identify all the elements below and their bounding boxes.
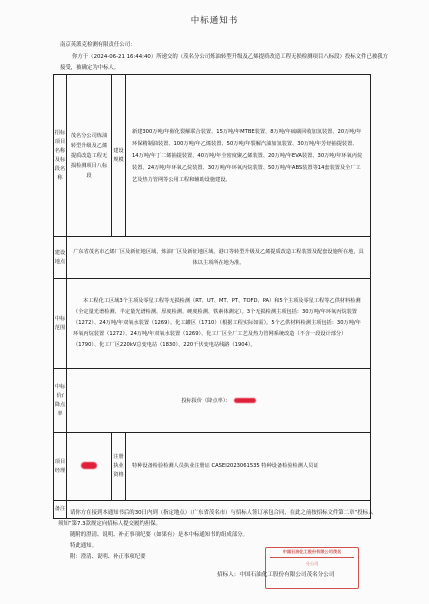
registration-text: 特种设备检验检测人员执业注册证 CASEI2023061535 特种设备检验检测人员证: [126, 433, 371, 501]
location-text: 广东省茂名市乙烯厂区及新征地区域、炼油厂区及新征地区域、港口等转型升级及乙烯提质改造工程装置及配套设施所在地，具体以主项所在地为准。: [67, 237, 371, 279]
after-paragraph-4: 附：澄清、说明、补正事项纪要: [70, 554, 146, 560]
scale-label: 建设规模: [112, 75, 126, 237]
location-row: [54, 237, 371, 279]
project-label: 招标项目名称及标段名称: [54, 75, 67, 237]
manager-name-cell: [67, 433, 112, 501]
scope-row: [54, 279, 371, 369]
note-label: 备注: [54, 501, 67, 519]
award-table: [53, 74, 371, 519]
price-text: 投标报价（降点率）：: [181, 398, 231, 404]
tenderer-signature: 招标人：中国石油化工股份有限公司茂名分公司: [217, 572, 335, 578]
project-row: [54, 75, 371, 237]
after-paragraph-3: 特此通知。: [70, 543, 97, 549]
redacted-price: [234, 398, 256, 403]
company-stamp: [265, 547, 359, 589]
project-name: 茂名分公司炼油转型升级及乙烯提质改造工程无损检测项目八标段: [67, 75, 112, 237]
redacted-manager-name: [81, 462, 97, 469]
manager-row: [54, 433, 371, 501]
stamp-line-2: 分公司: [305, 561, 319, 566]
page-title: 中标通知书: [190, 16, 239, 26]
manager-label: 项目经理: [54, 433, 67, 501]
price-cell: [67, 369, 371, 433]
after-paragraph-2: 随附的澄清、说明、补正事项纪要（如果有）是本中标通知书的组成部分。: [70, 532, 248, 538]
salutation: 南京英派克检测有限责任公司：: [60, 42, 136, 48]
price-label: 中标价/降点率: [54, 369, 67, 433]
stamp-line-1: 中国石油化工股份有限公司茂名: [282, 549, 342, 554]
intro-paragraph: 你方于（2024-06-21 16:44:40）所递交的（茂名分公司炼油转型升级及乙烯提质改造工程无损检测项目八标段）投标文件已被我方接受，被确定为中标人。: [60, 54, 389, 71]
stamp-divider: [270, 557, 354, 558]
price-row: [54, 369, 371, 433]
scope-label: 中标范围: [54, 279, 67, 369]
after-paragraph-1: 请你方在接到本通知书后的30日内到（指定地点）（广东省茂名市）与招标人签订承包合同，在此之前按招标文件第二章“投标人须知”第7.3款规定向招标人提交履约担保。: [58, 510, 374, 527]
scale-text: 新建300万吨/年催化裂解联合装置、15万吨/年MTBE装置、8万吨/年硫磺回收加氢装置、20万吨/年环保精制油装置、100万吨/年乙烯装置、50万吨/年裂解汽油加氢装置、30万吨/年芳烃抽提装置、14万吨/年丁二烯抽提装置、40万吨/年全密度聚乙烯装置、20万吨/年EVA装置、30万吨/年环氧丙烷装置、24万吨/年环氧乙烷装置、30万吨/年环氧丙烷装置、50万吨/年ABS装置等14套装置及全厂工艺及热力管网等公用工程和辅助设施建设。: [126, 75, 371, 237]
registration-label: 注册执业资格: [112, 433, 126, 501]
scope-text: 本工程化工区域3个主项及零星工程等无损检测（RT、UT、MT、PT、TOFD、PA）和5个主项及零星工程等乙供材料检测（全定量光谱检测、半定量光谱检测、厚度检测、硬度检测、铁素体测定）。3个无损检测主项包括：30万吨/年环氧丙烷装置（1272）、24万吨/年双氧水装置（1269）。化工罐区（1710）（根据工程实际如需）。5个乙供材料检测主项包括：30万吨/年环氧丙烷装置（1272）、24万吨/年双氧水装置（1269）、化工厂区全厂工艺及热力管网系统改造（不含一段设计部分）（1790）、化工厂区220kV总变电站（1830）、220千伏变电站线路（1904）。: [67, 279, 371, 369]
location-label: 建设地点: [54, 237, 67, 279]
